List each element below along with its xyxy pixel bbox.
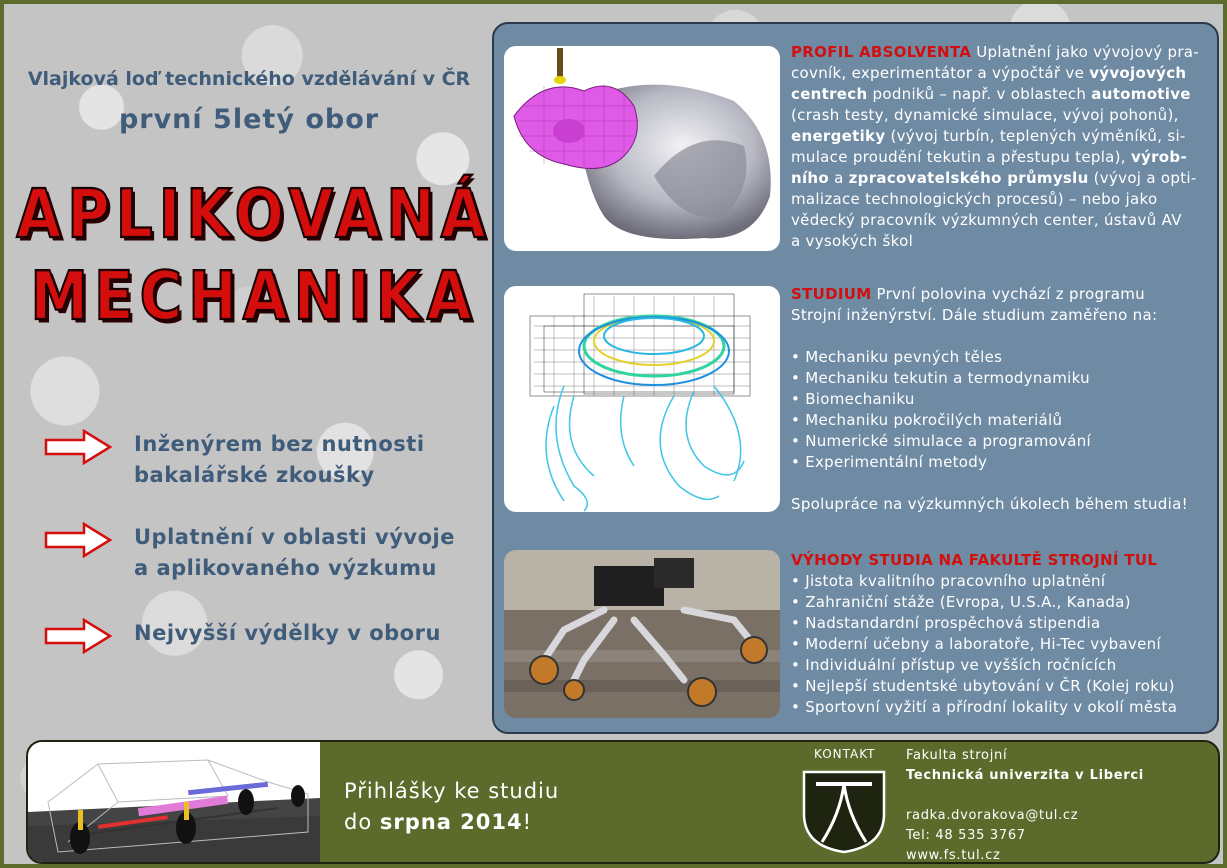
application-deadline: Přihlášky ke studiu do srpna 2014!: [344, 779, 560, 834]
list-item: • Zahraniční stáže (Evropa, U.S.A., Kanada): [791, 592, 1211, 613]
study-topics-list: [791, 347, 1211, 473]
arrow-right-icon: [44, 429, 112, 465]
title-line-2: MECHANIKA: [30, 256, 478, 336]
section-heading: STUDIUM: [791, 285, 872, 303]
info-panel: [492, 22, 1219, 734]
advantages-list: [791, 571, 1211, 718]
list-item: • Sportovní vyžití a přírodní lokality v okolí města: [791, 697, 1211, 718]
list-item: • Nejlepší studentské ubytování v ČR (Kolej roku): [791, 676, 1211, 697]
simulation-mesh-image: [504, 46, 780, 251]
section-heading: PROFIL ABSOLVENTA: [791, 43, 972, 61]
university-name: Technická univerzita v Liberci: [906, 768, 1144, 783]
contact-info: [906, 746, 1144, 864]
benefit-line: Uplatnění v oblasti vývoje: [134, 525, 455, 549]
title-line-1: APLIKOVANÁ: [16, 174, 492, 254]
faculty-name: Fakulta strojní: [906, 748, 1008, 763]
list-item: • Nadstandardní prospěchová stipendia: [791, 613, 1211, 634]
cfd-simulation-image: [504, 286, 780, 512]
university-logo-icon: [800, 770, 888, 854]
subtagline: první 5letý obor: [118, 104, 380, 135]
list-item: • Individuální přístup ve vyšších ročnících: [791, 655, 1211, 676]
phone-number: Tel: 48 535 3767: [906, 828, 1026, 843]
advantages-section: [791, 550, 1211, 718]
list-item: • Numerické simulace a programování: [791, 431, 1211, 452]
graduate-profile-section: PROFIL ABSOLVENTA Uplatnění jako vývojový pra- covník, experimentátor a výpočtář ve vývojových centrech podniků – např. v oblastech automotive (crash testy, dynamické simulace, vývoj pohonů), energetiky (vývoj turbín, teplených výměníků, si- mulace proudění tekutin a přestupu tepla), výrob- ního a zpracovatelského průmyslu (vývoj a opti- malizace technologických procesů) – nebo jako vědecký pracovník výzkumných center, ústavů AV a vysokých škol: [791, 43, 1199, 250]
benefit-item: [44, 522, 494, 584]
section-heading: VÝHODY STUDIA NA FAKULTĚ STROJNÍ TUL: [791, 551, 1158, 569]
benefit-line: Inženýrem bez nutnosti: [134, 432, 425, 456]
list-item: • Mechaniku pokročilých materiálů: [791, 410, 1211, 431]
benefit-line: Nejvyšší výdělky v oboru: [134, 621, 441, 645]
arrow-right-icon: [44, 522, 112, 558]
benefit-line: a aplikovaného výzkumu: [134, 556, 438, 580]
list-item: • Experimentální metody: [791, 452, 1211, 473]
email-link[interactable]: radka.dvorakova@tul.cz: [906, 808, 1079, 823]
study-footer: Spolupráce na výzkumných úkolech během studia!: [791, 495, 1188, 513]
study-section: STUDIUM První polovina vychází z programu Strojní inženýrství. Dále studium zaměřeno na: • Mechaniku pevných těles • Mechaniku tekutin a termodynamiku • Biomechaniku • Mechaniku pokročilých materiálů • Numerické simulace a programování • Experimentální metody Spolupráce na výzkumných úkolech během studia!: [791, 284, 1211, 515]
arrow-right-icon: [44, 618, 112, 654]
list-item: • Mechaniku tekutin a termodynamiku: [791, 368, 1211, 389]
vehicle-suspension-image: [28, 742, 320, 864]
benefit-item: [44, 429, 494, 491]
website-link[interactable]: www.fs.tul.cz: [906, 848, 1001, 863]
list-item: • Jistota kvalitního pracovního uplatnění: [791, 571, 1211, 592]
contact-label: KONTAKT: [814, 747, 876, 761]
footer-bar: [26, 740, 1220, 864]
benefit-item: [44, 618, 494, 654]
benefit-line: bakalářské zkoušky: [134, 463, 375, 487]
list-item: • Biomechaniku: [791, 389, 1211, 410]
list-item: • Mechaniku pevných těles: [791, 347, 1211, 368]
list-item: • Moderní učebny a laboratoře, Hi-Tec vybavení: [791, 634, 1211, 655]
tagline: Vlajková loď technického vzdělávání v ČR: [27, 68, 471, 90]
walking-robot-image: [504, 550, 780, 718]
